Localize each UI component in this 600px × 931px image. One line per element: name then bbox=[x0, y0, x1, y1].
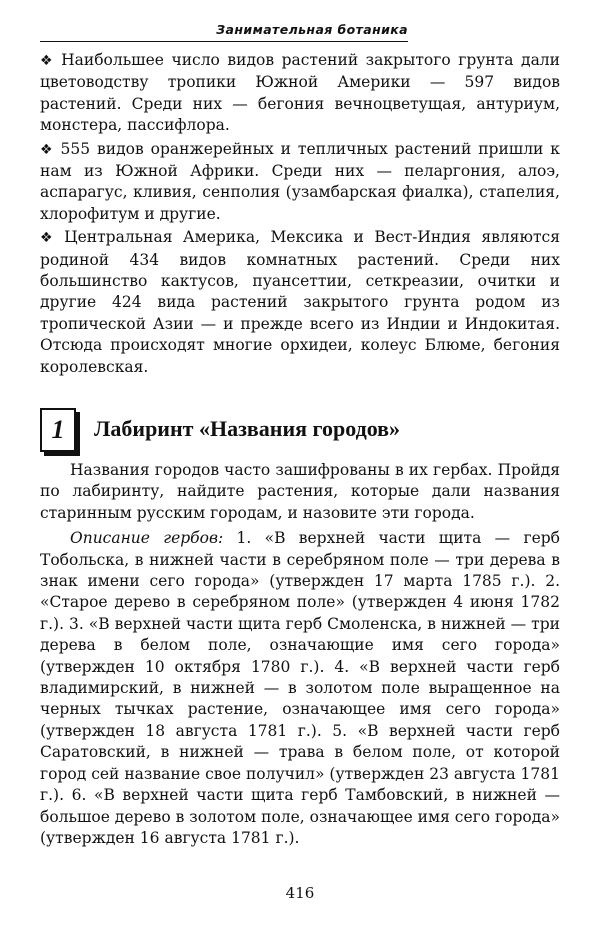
fact-text: Центральная Америка, Мексика и Вест-Индия являются родиной 434 видов комнатных растений. Среди них большинство кактусов, пуансеттии, сеткреазии, очитки и другие 424 вида растений закрытого грунта родом из тропической Азии — и прежде всего из Индии и Индокитая. Отсюда происходят многие орхидеи, колеус Блюме, бегония королевская. bbox=[40, 228, 560, 376]
diamond-bullet-icon: ❖ bbox=[40, 141, 55, 158]
description-label: Описание гербов: bbox=[70, 529, 224, 548]
fact-text: Наибольшее число видов растений закрытого грунта дали цветоводству тропики Южной Америки — 597 видов растений. Среди них — бегония вечноцветущая, антуриум, монстера, пассифлора. bbox=[40, 51, 560, 135]
fact-bullet bbox=[40, 139, 560, 226]
fact-bullet bbox=[40, 50, 560, 137]
section-heading bbox=[40, 408, 560, 458]
description-text: 1. «В верхней части щита — герб Тобольска, в нижней части в серебряном поле — три дерева в знак имени сего города» (утвержден 17 марта 1785 г.). 2. «Старое дерево в серебряном поле» (утвержден 4 июня 1782 г.). 3. «В верхней части щита герб Смоленска, в нижней — три дерева в белом поле, означающие имя сего города» (утвержден 10 октября 1780 г.). 4. «В верхней части герб владимирский, в нижней — в золотом поле выращенное на черных тычках растение, означающее имя сего города» (утвержден 18 августа 1781 г.). 5. «В верхней части герб Саратовский, в нижней — трава в белом поле, от которой город сей название свое получил» (утвержден 23 августа 1781 г.). 6. «В верхней части щита герб Тамбовский, в нижней — большое дерево в золотом поле, означающее имя сего города» (утвержден 16 августа 1781 г.). bbox=[40, 529, 560, 847]
task-intro: Названия городов часто зашифрованы в их гербах. Пройдя по лабиринту, найдите растения, которые дали названия старинным русским городам, и назовите эти города. bbox=[40, 461, 560, 522]
task-description bbox=[40, 528, 560, 849]
fact-bullet bbox=[40, 227, 560, 378]
fact-text: 555 видов оранжерейных и тепличных растений пришли к нам из Южной Африки. Среди них — пеларгония, алоэ, аспарагус, кливия, сенполия (узамбарская фиалка), стапелия, хлорофитум и другие. bbox=[40, 139, 560, 223]
diamond-bullet-icon: ❖ bbox=[40, 53, 56, 69]
section-title: Лабиринт «Названия городов» bbox=[94, 416, 401, 441]
header-rule bbox=[40, 41, 408, 42]
task-body bbox=[40, 460, 560, 853]
diamond-bullet-icon: ❖ bbox=[40, 230, 59, 247]
running-head: Занимательная ботаника bbox=[216, 22, 408, 37]
page-number: 416 bbox=[285, 884, 315, 902]
section-number: 1 bbox=[40, 408, 76, 452]
facts-list bbox=[40, 50, 560, 380]
